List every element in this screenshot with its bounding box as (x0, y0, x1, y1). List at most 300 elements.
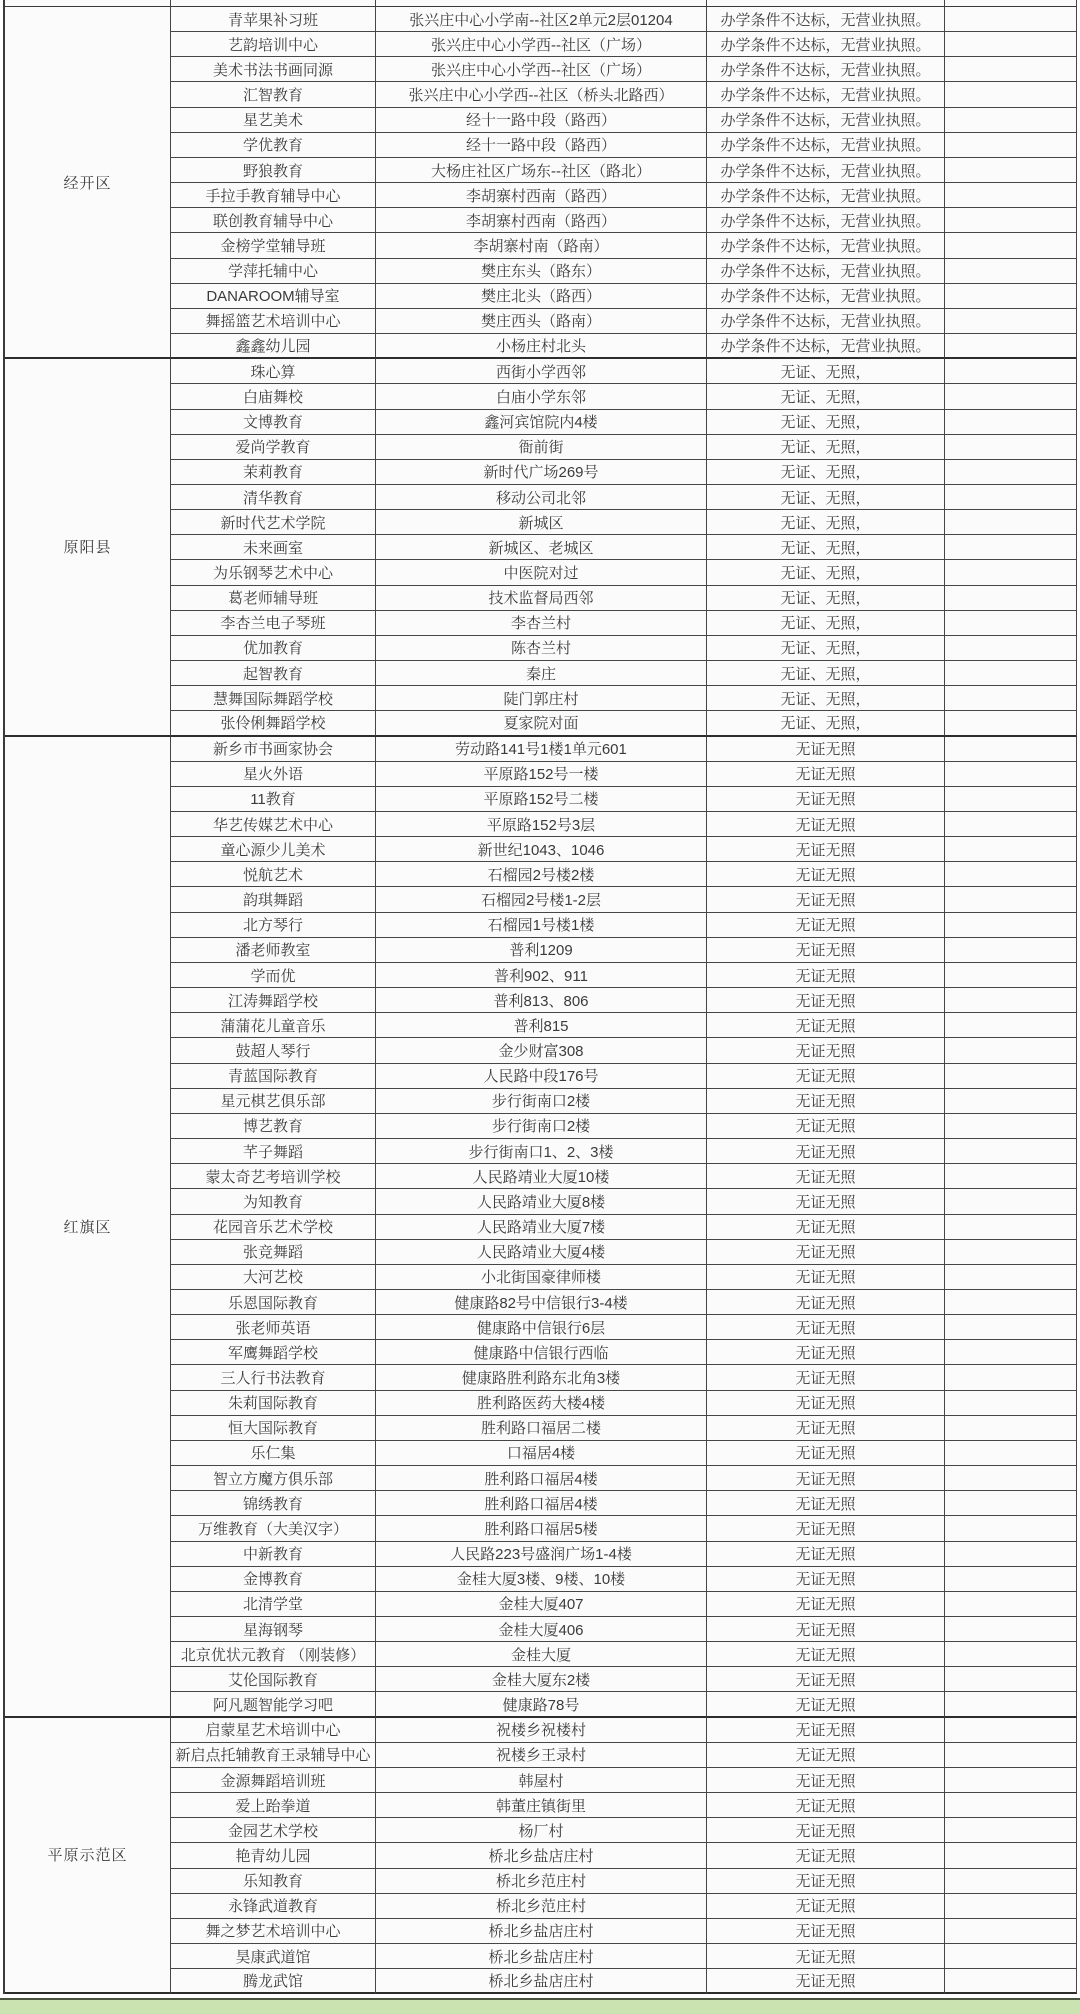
institution-name-cell: 悦航艺术 (171, 862, 376, 887)
address-cell: 桥北乡范庄村 (376, 1869, 707, 1894)
institution-name-cell: 星元棋艺俱乐部 (171, 1089, 376, 1114)
empty-cell (945, 1215, 1077, 1240)
empty-cell (945, 1642, 1077, 1667)
institution-name-cell: 张老师英语 (171, 1315, 376, 1340)
institution-name-cell: 花园音乐艺术学校 (171, 1215, 376, 1240)
institution-name-cell: 青蓝国际教育 (171, 1064, 376, 1089)
empty-cell (945, 7, 1077, 32)
address-cell: 人民路靖业大厦7楼 (376, 1215, 707, 1240)
status-cell: 无证、无照， (707, 611, 945, 636)
empty-cell (945, 963, 1077, 988)
status-cell: 无证无照 (707, 1365, 945, 1390)
address-cell: 陈杏兰村 (376, 636, 707, 661)
institution-name-cell: 蒲蒲花儿童音乐 (171, 1013, 376, 1038)
empty-cell (945, 535, 1077, 560)
institution-name-cell: 智立方魔方俱乐部 (171, 1466, 376, 1491)
status-cell: 无证、无照， (707, 410, 945, 435)
address-cell: 小杨庄村北头 (376, 334, 707, 359)
empty-cell (945, 233, 1077, 258)
status-cell: 无证无照 (707, 1969, 945, 1994)
partial-row-cell (945, 0, 1077, 7)
partial-row-cell (376, 0, 707, 7)
institution-name-cell: 腾龙武馆 (171, 1969, 376, 1994)
empty-cell (945, 259, 1077, 284)
institution-name-cell: 李杏兰电子琴班 (171, 611, 376, 636)
empty-cell (945, 812, 1077, 837)
institution-name-cell: 北方琴行 (171, 913, 376, 938)
status-cell: 无证无照 (707, 1164, 945, 1189)
institution-name-cell: 艺韵培训中心 (171, 32, 376, 57)
status-cell: 无证无照 (707, 1718, 945, 1743)
empty-cell (945, 1793, 1077, 1818)
institution-name-cell: 青苹果补习班 (171, 7, 376, 32)
empty-cell (945, 1290, 1077, 1315)
institution-name-cell: 阿凡题智能学习吧 (171, 1692, 376, 1717)
address-cell: 樊庄北头（路西） (376, 284, 707, 309)
empty-cell (945, 133, 1077, 158)
empty-cell (945, 1089, 1077, 1114)
address-cell: 普利902、911 (376, 963, 707, 988)
status-cell: 无证无照 (707, 1114, 945, 1139)
status-cell: 无证无照 (707, 1265, 945, 1290)
institution-name-cell: 汇智教育 (171, 82, 376, 107)
status-cell: 办学条件不达标，无营业执照。 (707, 259, 945, 284)
empty-cell (945, 913, 1077, 938)
address-cell: 人民路靖业大厦8楼 (376, 1189, 707, 1214)
empty-cell (945, 1743, 1077, 1768)
empty-cell (945, 384, 1077, 409)
address-cell: 平原路152号一楼 (376, 762, 707, 787)
status-cell: 办学条件不达标，无营业执照。 (707, 7, 945, 32)
empty-cell (945, 1139, 1077, 1164)
empty-cell (945, 485, 1077, 510)
status-cell: 无证无照 (707, 1667, 945, 1692)
empty-cell (945, 284, 1077, 309)
status-cell: 无证无照 (707, 1768, 945, 1793)
address-cell: 金桂大厦407 (376, 1592, 707, 1617)
status-cell: 办学条件不达标，无营业执照。 (707, 82, 945, 107)
empty-cell (945, 1894, 1077, 1919)
address-cell: 平原路152号3层 (376, 812, 707, 837)
address-cell: 白庙小学东邻 (376, 384, 707, 409)
status-cell: 无证无照 (707, 1894, 945, 1919)
empty-cell (945, 1617, 1077, 1642)
institution-name-cell: 金源舞蹈培训班 (171, 1768, 376, 1793)
status-cell: 办学条件不达标，无营业执照。 (707, 183, 945, 208)
institution-name-cell: 金园艺术学校 (171, 1818, 376, 1843)
empty-cell (945, 1365, 1077, 1390)
status-cell: 无证无照 (707, 1089, 945, 1114)
institution-name-cell: 为乐钢琴艺术中心 (171, 560, 376, 585)
empty-cell (945, 334, 1077, 359)
status-cell: 办学条件不达标，无营业执照。 (707, 158, 945, 183)
institution-name-cell: 葛老师辅导班 (171, 586, 376, 611)
status-cell: 无证无照 (707, 1743, 945, 1768)
address-cell: 经十一路中段（路西） (376, 108, 707, 133)
empty-cell (945, 686, 1077, 711)
status-cell: 无证无照 (707, 1441, 945, 1466)
empty-cell (945, 32, 1077, 57)
institution-name-cell: 舞摇篮艺术培训中心 (171, 309, 376, 334)
empty-cell (945, 1592, 1077, 1617)
address-cell: 张兴庄中心小学西--社区（桥头北路西） (376, 82, 707, 107)
institution-name-cell: 蒙太奇艺考培训学校 (171, 1164, 376, 1189)
institution-name-cell: 文博教育 (171, 410, 376, 435)
status-cell: 无证无照 (707, 1240, 945, 1265)
address-cell: 张兴庄中心小学西--社区（广场） (376, 57, 707, 82)
institution-name-cell: 星海钢琴 (171, 1617, 376, 1642)
institution-name-cell: 博艺教育 (171, 1114, 376, 1139)
address-cell: 夏家院对面 (376, 711, 707, 736)
address-cell: 新城区、老城区 (376, 535, 707, 560)
address-cell: 石榴园1号楼1楼 (376, 913, 707, 938)
status-cell: 办学条件不达标，无营业执照。 (707, 309, 945, 334)
status-cell: 无证无照 (707, 1567, 945, 1592)
institution-name-cell: 茉莉教育 (171, 460, 376, 485)
institution-name-cell: 未来画室 (171, 535, 376, 560)
empty-cell (945, 1944, 1077, 1969)
institution-name-cell: 新时代艺术学院 (171, 510, 376, 535)
empty-cell (945, 1441, 1077, 1466)
address-cell: 健康路中信银行6层 (376, 1315, 707, 1340)
address-cell: 平原路152号二楼 (376, 787, 707, 812)
institutions-table (3, 0, 1075, 1994)
address-cell: 秦庄 (376, 661, 707, 686)
address-cell: 经十一路中段（路西） (376, 133, 707, 158)
empty-cell (945, 787, 1077, 812)
institution-name-cell: 启蒙星艺术培训中心 (171, 1718, 376, 1743)
institution-name-cell: 为知教育 (171, 1189, 376, 1214)
institution-name-cell: 华艺传媒艺术中心 (171, 812, 376, 837)
status-cell: 无证无照 (707, 1843, 945, 1868)
empty-cell (945, 1818, 1077, 1843)
institution-name-cell: 朱莉国际教育 (171, 1391, 376, 1416)
institution-name-cell: 手拉手教育辅导中心 (171, 183, 376, 208)
empty-cell (945, 887, 1077, 912)
empty-cell (945, 359, 1077, 384)
empty-cell (945, 57, 1077, 82)
status-cell: 无证、无照， (707, 560, 945, 585)
institution-name-cell: 昊康武道馆 (171, 1944, 376, 1969)
empty-cell (945, 108, 1077, 133)
status-cell: 无证无照 (707, 737, 945, 762)
status-cell: 无证无照 (707, 887, 945, 912)
status-cell: 办学条件不达标，无营业执照。 (707, 208, 945, 233)
empty-cell (945, 1013, 1077, 1038)
empty-cell (945, 1114, 1077, 1139)
address-cell: 技术监督局西邻 (376, 586, 707, 611)
status-cell: 无证无照 (707, 1189, 945, 1214)
institution-name-cell: 爱尚学教育 (171, 435, 376, 460)
address-cell: 金桂大厦3楼、9楼、10楼 (376, 1567, 707, 1592)
status-cell: 无证无照 (707, 1340, 945, 1365)
address-cell: 步行街南口1、2、3楼 (376, 1139, 707, 1164)
status-cell: 无证无照 (707, 1542, 945, 1567)
address-cell: 移动公司北邻 (376, 485, 707, 510)
institution-name-cell: 艳青幼儿园 (171, 1843, 376, 1868)
institution-name-cell: 张竞舞蹈 (171, 1240, 376, 1265)
empty-cell (945, 737, 1077, 762)
empty-cell (945, 1391, 1077, 1416)
address-cell: 石榴园2号楼1-2层 (376, 887, 707, 912)
address-cell: 杨厂村 (376, 1818, 707, 1843)
address-cell: 普利1209 (376, 938, 707, 963)
address-cell: 李胡寨村西南（路西） (376, 208, 707, 233)
status-cell: 无证无照 (707, 913, 945, 938)
status-cell: 无证无照 (707, 1466, 945, 1491)
status-cell: 无证无照 (707, 1290, 945, 1315)
empty-cell (945, 611, 1077, 636)
institution-name-cell: 乐知教育 (171, 1869, 376, 1894)
status-cell: 无证无照 (707, 1416, 945, 1441)
status-cell: 无证、无照， (707, 686, 945, 711)
empty-cell (945, 1466, 1077, 1491)
institution-name-cell: 学优教育 (171, 133, 376, 158)
institution-name-cell: 童心源少儿美术 (171, 837, 376, 862)
institution-name-cell: 星火外语 (171, 762, 376, 787)
institution-name-cell: 永锋武道教育 (171, 1894, 376, 1919)
empty-cell (945, 1315, 1077, 1340)
address-cell: 樊庄西头（路南） (376, 309, 707, 334)
address-cell: 中医院对过 (376, 560, 707, 585)
address-cell: 人民路靖业大厦10楼 (376, 1164, 707, 1189)
institution-name-cell: 恒大国际教育 (171, 1416, 376, 1441)
institution-name-cell: 江涛舞蹈学校 (171, 988, 376, 1013)
institution-name-cell: 新启点托辅教育王录辅导中心 (171, 1743, 376, 1768)
address-cell: 金桂大厦406 (376, 1617, 707, 1642)
empty-cell (945, 435, 1077, 460)
status-cell: 办学条件不达标，无营业执照。 (707, 108, 945, 133)
institution-name-cell: 万维教育（大美汉字） (171, 1516, 376, 1541)
empty-cell (945, 711, 1077, 736)
empty-cell (945, 1843, 1077, 1868)
status-cell: 无证、无照， (707, 535, 945, 560)
institution-name-cell: 军鹰舞蹈学校 (171, 1340, 376, 1365)
status-cell: 无证、无照， (707, 485, 945, 510)
address-cell: 新世纪1043、1046 (376, 837, 707, 862)
empty-cell (945, 158, 1077, 183)
address-cell: 人民路靖业大厦4楼 (376, 1240, 707, 1265)
address-cell: 健康路胜利路东北角3楼 (376, 1365, 707, 1390)
address-cell: 祝楼乡王录村 (376, 1743, 707, 1768)
status-cell: 无证无照 (707, 963, 945, 988)
empty-cell (945, 1919, 1077, 1944)
address-cell: 普利813、806 (376, 988, 707, 1013)
institution-name-cell: 大河艺校 (171, 1265, 376, 1290)
empty-cell (945, 410, 1077, 435)
address-cell: 胜利路口福居4楼 (376, 1466, 707, 1491)
status-cell: 办学条件不达标，无营业执照。 (707, 57, 945, 82)
status-cell: 无证、无照， (707, 359, 945, 384)
address-cell: 桥北乡盐店庄村 (376, 1969, 707, 1994)
empty-cell (945, 1189, 1077, 1214)
address-cell: 劳动路141号1楼1单元601 (376, 737, 707, 762)
status-cell: 无证、无照， (707, 711, 945, 736)
empty-cell (945, 309, 1077, 334)
status-cell: 办学条件不达标，无营业执照。 (707, 334, 945, 359)
address-cell: 健康路78号 (376, 1692, 707, 1717)
status-cell: 无证无照 (707, 1139, 945, 1164)
status-cell: 无证、无照， (707, 586, 945, 611)
empty-cell (945, 862, 1077, 887)
address-cell: 胜利路医药大楼4楼 (376, 1391, 707, 1416)
status-cell: 无证无照 (707, 787, 945, 812)
status-cell: 无证无照 (707, 1642, 945, 1667)
institution-name-cell: 金榜学堂辅导班 (171, 233, 376, 258)
address-cell: 韩屋村 (376, 1768, 707, 1793)
status-cell: 无证无照 (707, 1818, 945, 1843)
institution-name-cell: 优加教育 (171, 636, 376, 661)
empty-cell (945, 1567, 1077, 1592)
institution-name-cell: 联创教育辅导中心 (171, 208, 376, 233)
address-cell: 桥北乡盐店庄村 (376, 1843, 707, 1868)
address-cell: 胜利路口福居二楼 (376, 1416, 707, 1441)
institution-name-cell: 乐恩国际教育 (171, 1290, 376, 1315)
institution-name-cell: 鼓超人琴行 (171, 1038, 376, 1063)
status-cell: 无证无照 (707, 862, 945, 887)
partial-row-cell (5, 0, 171, 7)
institution-name-cell: 白庙舞校 (171, 384, 376, 409)
status-cell: 无证无照 (707, 938, 945, 963)
institution-name-cell: 三人行书法教育 (171, 1365, 376, 1390)
address-cell: 胜利路口福居5楼 (376, 1516, 707, 1541)
address-cell: 胜利路口福居4楼 (376, 1491, 707, 1516)
address-cell: 大杨庄社区广场东--社区（路北） (376, 158, 707, 183)
empty-cell (945, 837, 1077, 862)
institution-name-cell: 慧舞国际舞蹈学校 (171, 686, 376, 711)
empty-cell (945, 1164, 1077, 1189)
empty-cell (945, 988, 1077, 1013)
district-cell: 经开区 (5, 7, 171, 359)
status-cell: 办学条件不达标，无营业执照。 (707, 284, 945, 309)
status-cell: 无证、无照， (707, 435, 945, 460)
address-cell: 樊庄东头（路东） (376, 259, 707, 284)
empty-cell (945, 1240, 1077, 1265)
institution-name-cell: 舞之梦艺术培训中心 (171, 1919, 376, 1944)
address-cell: 新城区 (376, 510, 707, 535)
status-cell: 无证、无照， (707, 460, 945, 485)
institution-name-cell: 北清学堂 (171, 1592, 376, 1617)
status-cell: 办学条件不达标，无营业执照。 (707, 233, 945, 258)
address-cell: 健康路82号中信银行3-4楼 (376, 1290, 707, 1315)
empty-cell (945, 560, 1077, 585)
institution-name-cell: 星艺美术 (171, 108, 376, 133)
empty-cell (945, 1491, 1077, 1516)
institution-name-cell: 乐仁集 (171, 1441, 376, 1466)
status-cell: 办学条件不达标，无营业执照。 (707, 32, 945, 57)
empty-cell (945, 1516, 1077, 1541)
status-cell: 无证无照 (707, 1919, 945, 1944)
empty-cell (945, 762, 1077, 787)
empty-cell (945, 183, 1077, 208)
status-cell: 无证、无照， (707, 636, 945, 661)
empty-cell (945, 1038, 1077, 1063)
status-cell: 无证无照 (707, 1064, 945, 1089)
institution-name-cell: 锦绣教育 (171, 1491, 376, 1516)
institution-name-cell: 中新教育 (171, 1542, 376, 1567)
status-cell: 无证无照 (707, 1013, 945, 1038)
empty-cell (945, 661, 1077, 686)
address-cell: 石榴园2号楼2楼 (376, 862, 707, 887)
address-cell: 口福居4楼 (376, 1441, 707, 1466)
institution-name-cell: 芊子舞蹈 (171, 1139, 376, 1164)
address-cell: 鑫河宾馆院内4楼 (376, 410, 707, 435)
empty-cell (945, 938, 1077, 963)
empty-cell (945, 510, 1077, 535)
empty-cell (945, 1667, 1077, 1692)
status-cell: 无证无照 (707, 1869, 945, 1894)
spreadsheet (3, 0, 1075, 1994)
status-cell: 无证无照 (707, 1516, 945, 1541)
status-cell: 无证无照 (707, 762, 945, 787)
empty-cell (945, 1969, 1077, 1994)
empty-cell (945, 636, 1077, 661)
empty-cell (945, 460, 1077, 485)
empty-cell (945, 1718, 1077, 1743)
address-cell: 桥北乡盐店庄村 (376, 1919, 707, 1944)
institution-name-cell: 学萍托辅中心 (171, 259, 376, 284)
address-cell: 金少财富308 (376, 1038, 707, 1063)
partial-row-cell (707, 0, 945, 7)
institution-name-cell: 潘老师教室 (171, 938, 376, 963)
address-cell: 小北街国豪律师楼 (376, 1265, 707, 1290)
institution-name-cell: 起智教育 (171, 661, 376, 686)
status-cell: 无证无照 (707, 1592, 945, 1617)
address-cell: 人民路223号盛润广场1-4楼 (376, 1542, 707, 1567)
district-cell: 原阳县 (5, 359, 171, 736)
address-cell: 人民路中段176号 (376, 1064, 707, 1089)
empty-cell (945, 208, 1077, 233)
address-cell: 西街小学西邻 (376, 359, 707, 384)
address-cell: 金桂大厦 (376, 1642, 707, 1667)
institution-name-cell: 美术书法书画同源 (171, 57, 376, 82)
institution-name-cell: 爱上跆拳道 (171, 1793, 376, 1818)
status-cell: 无证、无照， (707, 384, 945, 409)
address-cell: 李胡寨村西南（路西） (376, 183, 707, 208)
status-cell: 无证无照 (707, 988, 945, 1013)
address-cell: 桥北乡盐店庄村 (376, 1944, 707, 1969)
address-cell: 李杏兰村 (376, 611, 707, 636)
institution-name-cell: 清华教育 (171, 485, 376, 510)
status-cell: 无证无照 (707, 1391, 945, 1416)
institution-name-cell: 珠心算 (171, 359, 376, 384)
empty-cell (945, 1692, 1077, 1717)
status-cell: 无证无照 (707, 1793, 945, 1818)
institution-name-cell: 野狼教育 (171, 158, 376, 183)
address-cell: 祝楼乡祝楼村 (376, 1718, 707, 1743)
status-cell: 无证无照 (707, 812, 945, 837)
status-cell: 无证无照 (707, 837, 945, 862)
institution-name-cell: 学而优 (171, 963, 376, 988)
status-cell: 无证无照 (707, 1617, 945, 1642)
status-cell: 无证无照 (707, 1038, 945, 1063)
institution-name-cell: 张伶俐舞蹈学校 (171, 711, 376, 736)
address-cell: 金桂大厦东2楼 (376, 1667, 707, 1692)
address-cell: 步行街南口2楼 (376, 1089, 707, 1114)
status-cell: 无证无照 (707, 1692, 945, 1717)
status-cell: 无证、无照， (707, 661, 945, 686)
empty-cell (945, 1542, 1077, 1567)
institution-name-cell: 鑫鑫幼儿园 (171, 334, 376, 359)
status-cell: 无证无照 (707, 1491, 945, 1516)
district-cell: 平原示范区 (5, 1718, 171, 1995)
status-cell: 无证无照 (707, 1215, 945, 1240)
address-cell: 新时代广场269号 (376, 460, 707, 485)
institution-name-cell: 新乡市书画家协会 (171, 737, 376, 762)
address-cell: 桥北乡范庄村 (376, 1894, 707, 1919)
status-cell: 无证无照 (707, 1944, 945, 1969)
institution-name-cell: DANAROOM辅导室 (171, 284, 376, 309)
